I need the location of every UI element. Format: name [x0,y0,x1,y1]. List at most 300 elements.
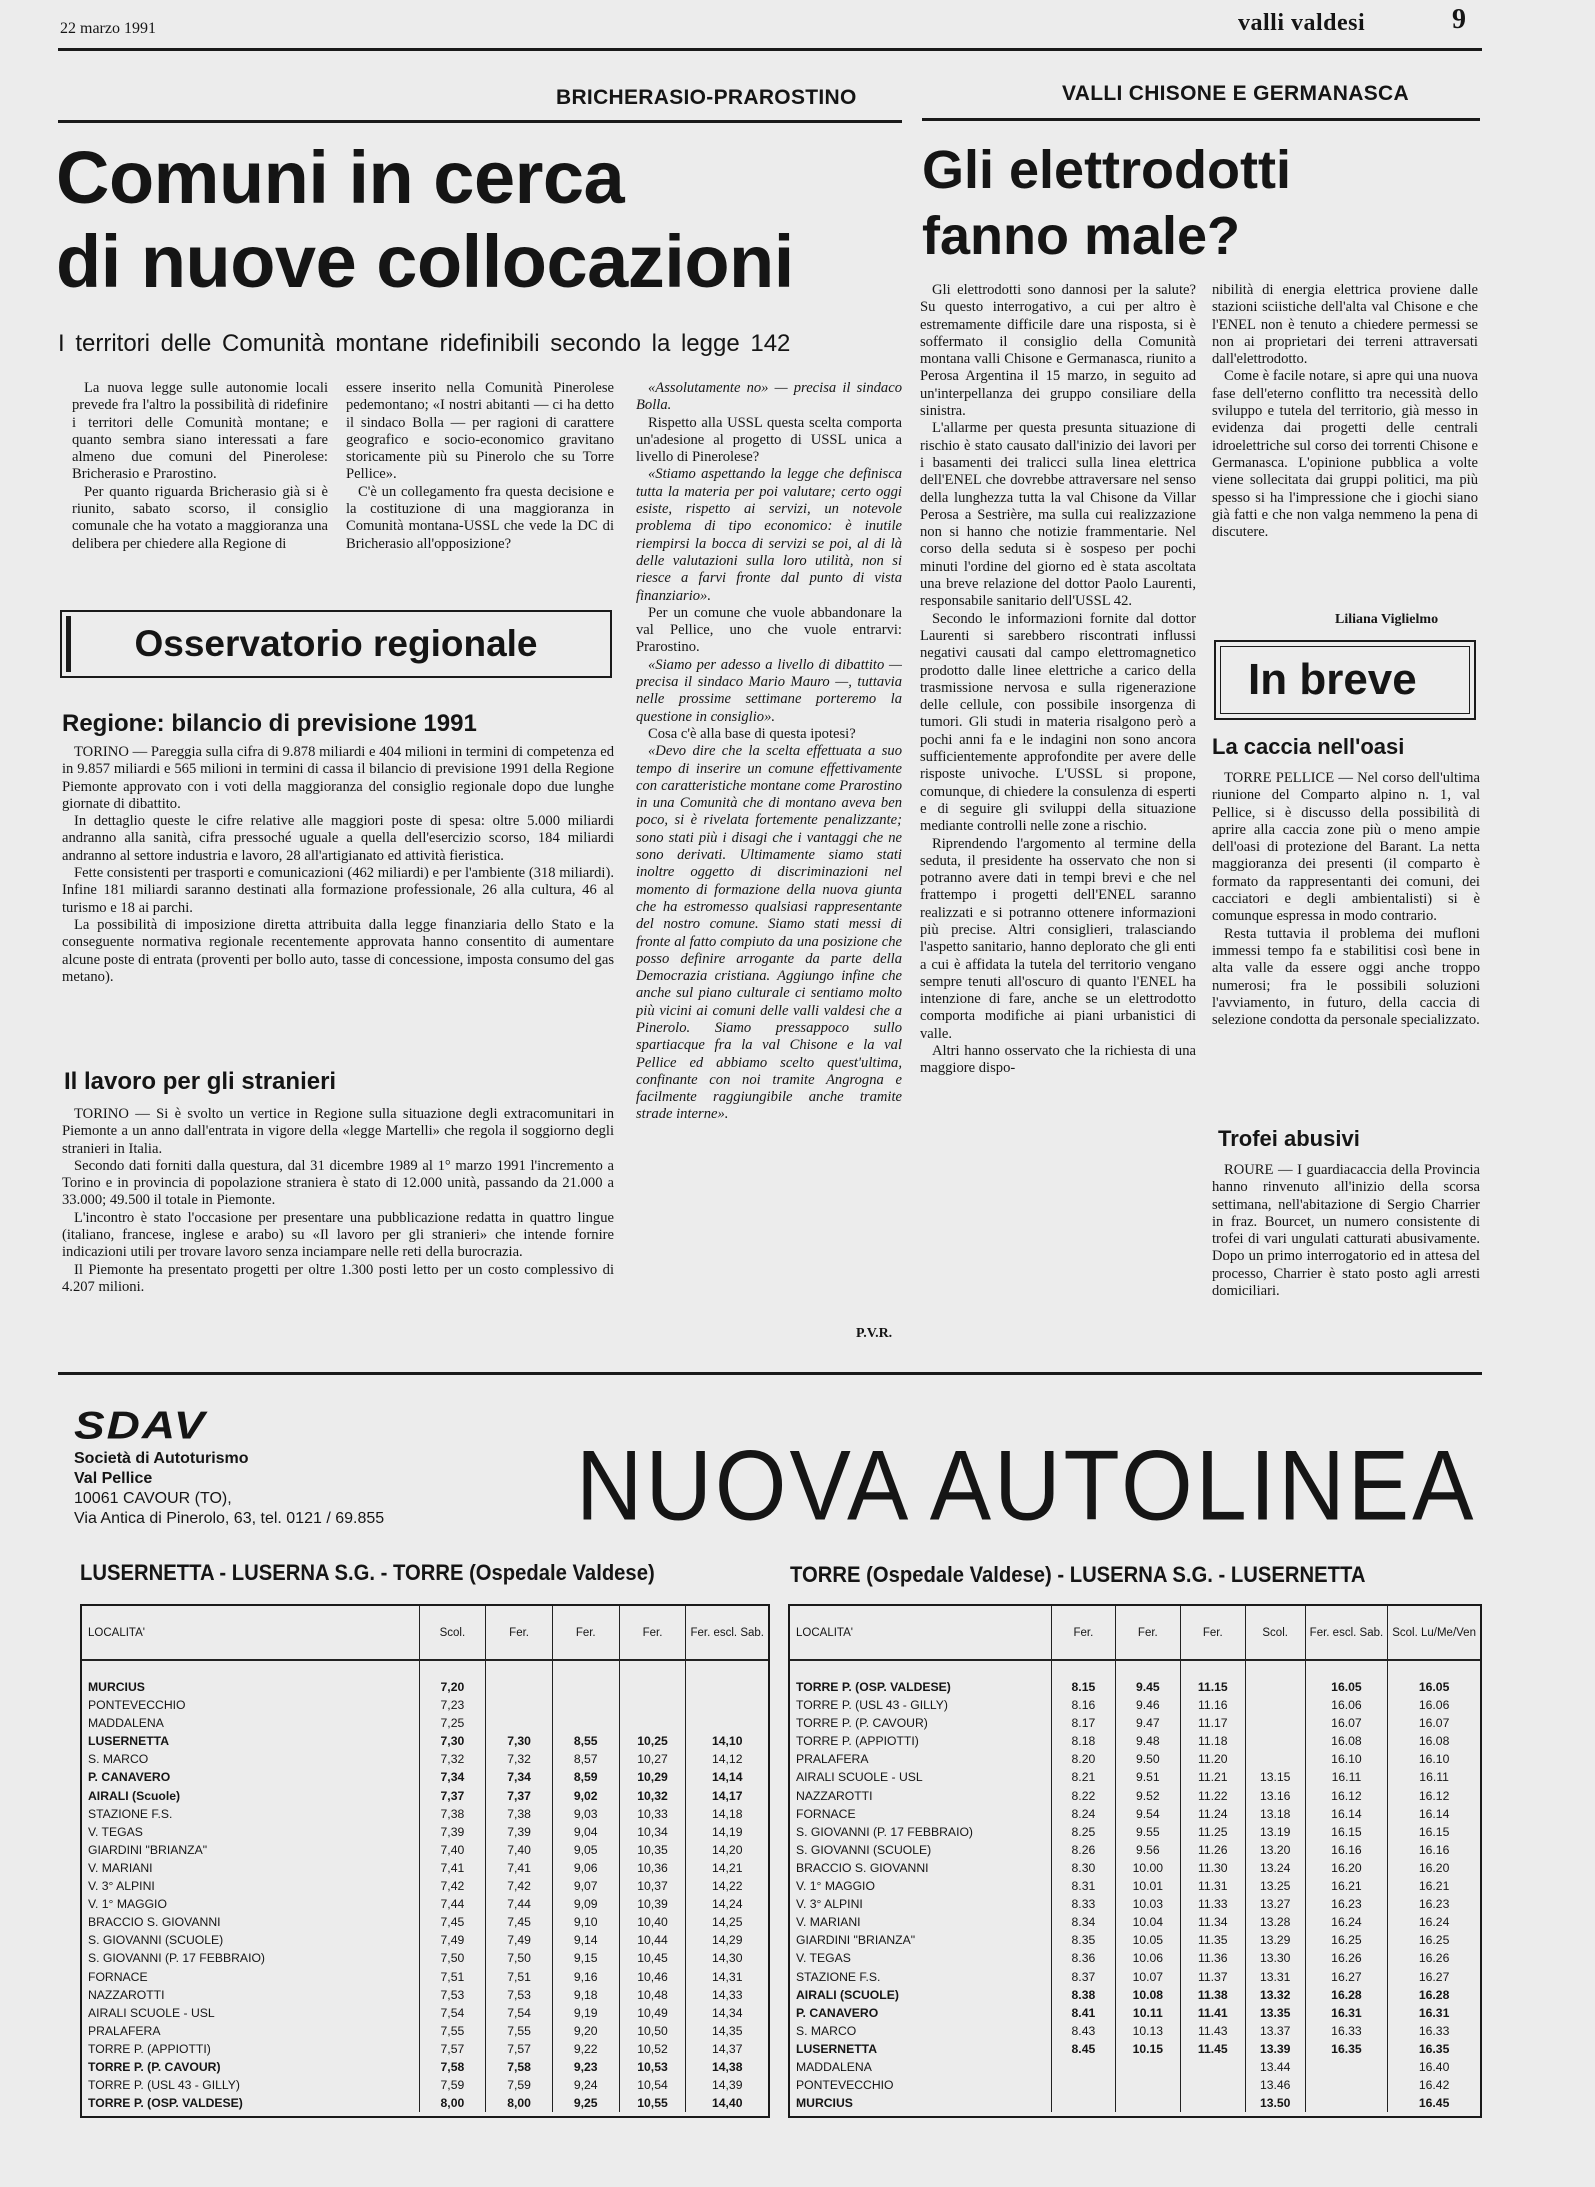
time-cell: 11.26 [1180,1841,1245,1859]
time-cell: 8.35 [1051,1931,1115,1949]
time-cell: 14,30 [686,1949,768,1967]
time-cell: 8.33 [1051,1895,1115,1913]
paragraph: Secondo le informazioni fornite dal dottor Laurenti si sarebbero riscontrati influssi negativi causati dal campo elettromagnetico prodotto dalle linee elettriche a carico della trasmissione nervosa e sulla rigenerazione delle cellule, con possibile insorgenza di tumori. Gli studi in materia risalgono però a pochi anni fa e le indagini non sono ancora sufficientemente approfondite per avere delle risposte univoche. L'USSL si propone, comunque, di chiedere la consulenza di esperti e di seguire gli sviluppi della situazione mediante controlli nelle zone a rischio. [920,610,1196,835]
time-cell: 9,18 [552,1986,619,2004]
time-cell: 9,15 [552,1949,619,1967]
time-cell: 7,59 [419,2076,486,2094]
time-cell: 16.07 [1305,1714,1388,1732]
time-cell: 9,05 [552,1841,619,1859]
article-comuni-col3 [636,380,902,1320]
time-cell: 16.31 [1388,2004,1480,2022]
time-cell: 10.00 [1115,1859,1180,1877]
time-cell: 14,18 [686,1805,768,1823]
time-cell: 7,37 [419,1787,486,1805]
table-row [82,1714,768,1732]
time-cell: 8.20 [1051,1750,1115,1768]
time-cell: 9.55 [1115,1823,1180,1841]
time-cell: 16.20 [1388,1859,1480,1877]
company-address-2: Via Antica di Pinerolo, 63, tel. 0121 / 69.855 [74,1510,385,1527]
spacer-cell [486,1660,553,1678]
time-cell: 11.16 [1180,1696,1245,1714]
time-cell: 10,49 [619,2004,686,2022]
time-cell [1305,2058,1388,2076]
stop-name-cell: AIRALI (Scuole) [88,1788,181,1803]
table-row [790,1841,1480,1859]
time-cell: 9,23 [552,2058,619,2076]
time-cell: 9.52 [1115,1787,1180,1805]
table-row [82,2004,768,2022]
time-cell: 16.16 [1388,1841,1480,1859]
time-cell: 9,14 [552,1931,619,1949]
time-cell: 16.06 [1305,1696,1388,1714]
table-row [82,1986,768,2004]
time-cell: 8.30 [1051,1859,1115,1877]
time-cell: 16.16 [1305,1841,1388,1859]
stop-name-cell: PRALAFERA [796,1752,869,1767]
time-cell: 10,46 [619,1968,686,1986]
stop-name-cell: GIARDINI "BRIANZA" [796,1933,916,1948]
time-cell: 7,50 [486,1949,553,1967]
time-cell: 11.33 [1180,1895,1245,1913]
time-cell: 13.19 [1245,1823,1305,1841]
time-cell: 16.05 [1305,1678,1388,1696]
table-row [82,1696,768,1714]
time-cell: 7,54 [419,2004,486,2022]
time-cell: 7,59 [486,2076,553,2094]
time-cell: 11.31 [1180,1877,1245,1895]
time-cell: 7,41 [486,1859,553,1877]
timetable-right-header-cell: LOCALITA' [790,1606,1051,1660]
lavoro-article [62,1106,614,1344]
time-cell: 7,34 [419,1768,486,1786]
time-cell: 9.56 [1115,1841,1180,1859]
time-cell: 7,38 [486,1805,553,1823]
time-cell: 16.23 [1388,1895,1480,1913]
time-cell: 16.28 [1388,1986,1480,2004]
stop-name-cell: BRACCIO S. GIOVANNI [796,1860,929,1875]
time-cell: 11.30 [1180,1859,1245,1877]
time-cell: 7,44 [486,1895,553,1913]
time-cell: 16.28 [1305,1986,1388,2004]
time-cell: 7,40 [419,1841,486,1859]
timetable-right-spacer-row [790,1660,1480,1678]
time-cell: 16.25 [1305,1931,1388,1949]
time-cell [1245,1732,1305,1750]
osservatorio-title: Osservatorio regionale [134,623,538,664]
table-row [82,1968,768,1986]
time-cell: 9,09 [552,1895,619,1913]
time-cell: 7,45 [419,1913,486,1931]
time-cell: 16.14 [1305,1805,1388,1823]
time-cell: 9,20 [552,2022,619,2040]
time-cell: 8.15 [1051,1678,1115,1696]
time-cell: 9,19 [552,2004,619,2022]
table-row [790,1823,1480,1841]
table-row [82,1678,768,1696]
stop-name-cell: TORRE P. (USL 43 - GILLY) [88,2078,240,2093]
time-cell: 11.37 [1180,1968,1245,1986]
paragraph: In dettaglio queste le cifre relative alle maggiori poste di spesa: oltre 5.000 miliardi andranno alla sanità, cifra pressoché uguale a quella dell'esercizio scorso, 184 miliardi andranno al settore industria e lavoro, 28 all'artigianato ed attività fieristica. [62,813,614,864]
stop-name-cell: V. 3° ALPINI [88,1879,155,1894]
time-cell: 7,37 [486,1787,553,1805]
time-cell: 8.18 [1051,1732,1115,1750]
table-row [790,1895,1480,1913]
time-cell: 13.28 [1245,1913,1305,1931]
issue-date: 22 marzo 1991 [60,20,156,37]
time-cell: 16.11 [1305,1768,1388,1786]
time-cell [486,1678,553,1696]
company-address-1: 10061 CAVOUR (TO), [74,1490,232,1507]
article-elettrodotti-col2 [1212,282,1478,612]
time-cell: 10.11 [1115,2004,1180,2022]
headline-left-line2: di nuove collocazioni [56,220,794,303]
spacer-cell [1180,1660,1245,1678]
time-cell: 10.05 [1115,1931,1180,1949]
time-cell: 11.17 [1180,1714,1245,1732]
time-cell: 16.40 [1388,2058,1480,2076]
time-cell: 8.38 [1051,1986,1115,2004]
time-cell: 7,32 [419,1750,486,1768]
time-cell: 9,10 [552,1913,619,1931]
time-cell: 7,49 [486,1931,553,1949]
table-row [790,1768,1480,1786]
spacer-cell [1115,1660,1180,1678]
time-cell [619,1678,686,1696]
timetable-left-header-cell: LOCALITA' [82,1606,419,1660]
time-cell [1180,2076,1245,2094]
time-cell: 9.47 [1115,1714,1180,1732]
time-cell: 13.27 [1245,1895,1305,1913]
timetable-right-header-cell: Fer. [1115,1606,1180,1660]
time-cell: 7,38 [419,1805,486,1823]
time-cell: 11.34 [1180,1913,1245,1931]
time-cell: 16.21 [1305,1877,1388,1895]
paragraph: «Devo dire che la scelta effettuata a suo tempo di inserire un comune effettivamente con caratteristiche montane come Prarostino in una Comunità che di montano aveva ben poco, si è rivelata fortemente penalizzante; sono stati più i disagi che i vantaggi che ne sono derivati. Ultimamente siamo stati inoltre oggetto di discriminazioni nel momento di formazione della nuova giunta che ha estromesso qualsiasi rappresentante del nostro comune. Siamo stati messi di fronte al fatto compiuto da una posizione che posso definire arrogante da parte della Democrazia cristiana. Aggiungo infine che anche sul piano culturale ci sentiamo molto più vicini ai comuni delle valli valdesi che a Pinerolo. Siamo pressappoco sullo spartiacque fra la val Chisone e la val Pellice ed abbiamo scelto quest'ultima, confinante con noi tramite Angrogna e facilmente raggiungibile anche tramite strade interne». [636,743,902,1123]
time-cell: 13.25 [1245,1877,1305,1895]
stop-name-cell: AIRALI SCUOLE - USL [796,1770,923,1785]
stop-name-cell: LUSERNETTA [88,1734,170,1749]
table-row [790,2004,1480,2022]
time-cell: 9,03 [552,1805,619,1823]
table-row [82,1949,768,1967]
time-cell: 16.31 [1305,2004,1388,2022]
time-cell: 10,34 [619,1823,686,1841]
stop-name-cell: GIARDINI "BRIANZA" [88,1842,208,1857]
table-row [82,1913,768,1931]
time-cell: 13.50 [1245,2094,1305,2112]
bilancio-headline: Regione: bilancio di previsione 1991 [62,710,477,737]
time-cell: 14,31 [686,1968,768,1986]
timetable-right-header-cell: Scol. Lu/Me/Ven [1388,1606,1480,1660]
time-cell: 9.50 [1115,1750,1180,1768]
time-cell: 10,48 [619,1986,686,2004]
time-cell: 8.41 [1051,2004,1115,2022]
time-cell: 16.15 [1388,1823,1480,1841]
time-cell: 13.30 [1245,1949,1305,1967]
stop-name-cell: BRACCIO S. GIOVANNI [88,1915,221,1930]
spacer-cell [552,1660,619,1678]
article-comuni-col2 [346,380,614,590]
paragraph: La possibilità di imposizione diretta attribuita dalla legge finanziaria dello Stato e la conseguente normativa regionale recentemente approvata hanno consentito di aumentare alcune poste di entrata (proventi per bollo auto, tasse di concessione, imposta consumo del gas metano). [62,916,614,985]
stop-name-cell: V. MARIANI [88,1860,153,1875]
stop-name-cell: V. 3° ALPINI [796,1897,863,1912]
time-cell: 8.45 [1051,2040,1115,2058]
time-cell: 13.16 [1245,1787,1305,1805]
stop-name-cell: V. 1° MAGGIO [796,1879,875,1894]
time-cell: 10,32 [619,1787,686,1805]
table-row [790,1949,1480,1967]
stop-name-cell: V. TEGAS [88,1824,143,1839]
time-cell: 9,07 [552,1877,619,1895]
spacer-cell [790,1660,1051,1678]
time-cell: 13.46 [1245,2076,1305,2094]
time-cell: 16.15 [1305,1823,1388,1841]
stop-name-cell: TORRE P. (OSP. VALDESE) [796,1680,951,1694]
time-cell: 8.43 [1051,2022,1115,2040]
time-cell [686,1696,768,1714]
timetable-right-header-cell: Fer. [1051,1606,1115,1660]
spacer-cell [82,1660,419,1678]
time-cell: 14,24 [686,1895,768,1913]
timetable-left-header-cell: Fer. [619,1606,686,1660]
timetable-left-header-cell: Fer. escl. Sab. [686,1606,768,1660]
time-cell: 7,39 [486,1823,553,1841]
time-cell: 14,10 [686,1732,768,1750]
time-cell: 7,58 [486,2058,553,2076]
time-cell: 13.18 [1245,1805,1305,1823]
time-cell: 10.13 [1115,2022,1180,2040]
time-cell: 7,57 [419,2040,486,2058]
time-cell: 10,37 [619,1877,686,1895]
time-cell: 10,33 [619,1805,686,1823]
table-row [82,1768,768,1786]
time-cell: 10.06 [1115,1949,1180,1967]
signature-viglielmo: Liliana Viglielmo [1335,612,1439,627]
time-cell: 10.07 [1115,1968,1180,1986]
stop-name-cell: AIRALI (SCUOLE) [796,1987,899,2002]
time-cell: 10.03 [1115,1895,1180,1913]
time-cell [1180,2094,1245,2112]
time-cell: 7,54 [486,2004,553,2022]
timetable-right [790,1606,1480,2112]
bilancio-article [62,744,614,1058]
stop-name-cell: NAZZAROTTI [796,1788,873,1803]
time-cell: 10,52 [619,2040,686,2058]
paragraph: L'allarme per questa presunta situazione di rischio è stato causato dall'inizio dei lavori per i basamenti dei tralicci sulla linea elettrica dell'ENEL che dovrebbe attraversare nel senso della lunghezza tutta la val Chisone da Villar Perosa a Sestrière, ma sulla cui realizzazione non si hanno che notizie frammentarie. Nel corso della seduta si è sospeso per pochi minuti l'ordine del giorno ed è stata ascoltata una breve relazione del dottor Paolo Laurenti, responsabile sanitario dell'USSL 42. [920,420,1196,610]
time-cell: 10,55 [619,2094,686,2112]
time-cell [1051,2094,1115,2112]
time-cell: 10,29 [619,1768,686,1786]
time-cell [486,1714,553,1732]
paragraph: Il Piemonte ha presentato progetti per oltre 1.300 posti letto per un costo complessivo di 4.207 milioni. [62,1261,614,1295]
time-cell: 11.38 [1180,1986,1245,2004]
time-cell: 8.37 [1051,1968,1115,1986]
time-cell: 8,00 [486,2094,553,2112]
time-cell: 7,30 [486,1732,553,1750]
timetable-left-header-cell: Scol. [419,1606,486,1660]
trofei-headline: Trofei abusivi [1218,1126,1360,1151]
time-cell: 10,27 [619,1750,686,1768]
time-cell: 14,35 [686,2022,768,2040]
table-row [790,1750,1480,1768]
timetable-left-header-cell: Fer. [552,1606,619,1660]
time-cell: 7,57 [486,2040,553,2058]
time-cell [552,1678,619,1696]
time-cell: 9,24 [552,2076,619,2094]
table-row [82,1805,768,1823]
time-cell: 9,22 [552,2040,619,2058]
headline-left-line1: Comuni in cerca [56,136,625,219]
time-cell [686,1714,768,1732]
spacer-cell [619,1660,686,1678]
time-cell [1245,1678,1305,1696]
time-cell: 7,51 [419,1968,486,1986]
paragraph: Gli elettrodotti sono dannosi per la salute? Su questo interrogativo, a cui per altro è estremamente difficile dare una risposta, si è soffermato il consiglio della Comunità montana valli Chisone e Germanasca, riunito a Perosa Argentina il 15 marzo, in seguito ad un'interpellanza dei gruppo consiliare della sinistra. [920,282,1196,420]
time-cell [619,1714,686,1732]
stop-name-cell: S. MARCO [796,2023,857,2038]
time-cell: 16.10 [1388,1750,1480,1768]
time-cell: 8,57 [552,1750,619,1768]
time-cell: 8.24 [1051,1805,1115,1823]
paragraph: «Stiamo aspettando la legge che definisca tutta la materia per poi valutare; certo oggi esiste, rispetto ai servizi, un notevole problema di tipo economico: è inutile riempirsi la bocca di servizi se poi, al di là delle valutazioni sulla loro utilità, non si riesce a farvi fronte dal punto di vista finanziario». [636,466,902,604]
paragraph: essere inserito nella Comunità Pinerolese pedemontano; «I nostri abitanti — ci ha detto il sindaco Bolla — per ragioni di carattere geografico e socio-economico gravitano storicamente più su Pinerolo che su Torre Pellice». [346,380,614,483]
time-cell: 8,59 [552,1768,619,1786]
time-cell: 14,29 [686,1931,768,1949]
time-cell: 11.21 [1180,1768,1245,1786]
time-cell [619,1696,686,1714]
stop-name-cell: MURCIUS [88,1680,145,1694]
stop-name-cell: STAZIONE F.S. [796,1969,881,1984]
paragraph: Fette consistenti per trasporti e comunicazioni (462 miliardi) e per l'ambiente (318 miliardi). Infine 181 miliardi saranno destinati alla formazione professionale, 26 alla cultura, 46 al turismo e 18 ai parchi. [62,865,614,916]
table-row [790,2094,1480,2112]
time-cell: 7,44 [419,1895,486,1913]
stop-name-cell: P. CANAVERO [88,1770,171,1785]
section-left-label: BRICHERASIO-PRAROSTINO [556,86,857,109]
time-cell: 10.01 [1115,1877,1180,1895]
headline-right-line2: fanno male? [922,206,1241,266]
time-cell: 7,32 [486,1750,553,1768]
company-name-1: Società di Autoturismo [74,1450,249,1467]
stop-name-cell: S. GIOVANNI (SCUOLE) [88,1933,224,1948]
time-cell [486,1696,553,1714]
subhead-left: I territori delle Comunità montane ridefinibili secondo la legge 142 [58,330,791,357]
table-row [82,1895,768,1913]
paragraph: Come è facile notare, si apre qui una nuova fase dell'eterno conflitto tra necessità dello sviluppo e tutela del territorio, già messo in evidenza dai progetti delle centrali idroelettriche sul corso dei torrenti Chisone e Germanasca. L'opinione pubblica a volte viene sollecitata dai gruppi politici, ma più spesso si ha l'impressione che i giochi siano già fatti e che non valga nemmeno la pena di discutere. [1212,368,1478,541]
time-cell: 8.21 [1051,1768,1115,1786]
stop-name-cell: LUSERNETTA [796,2041,878,2056]
timetable-left-header-row [82,1606,768,1660]
time-cell: 16.10 [1305,1750,1388,1768]
time-cell: 13.35 [1245,2004,1305,2022]
time-cell: 7,42 [419,1877,486,1895]
timetable-right-header-row [790,1606,1480,1660]
time-cell: 16.06 [1388,1696,1480,1714]
time-cell: 14,40 [686,2094,768,2112]
ad-headline: NUOVA AUTOLINEA [576,1430,1477,1542]
spacer-cell [1305,1660,1388,1678]
stop-name-cell: TORRE P. (USL 43 - GILLY) [796,1698,948,1713]
table-row [82,2094,768,2112]
time-cell: 7,42 [486,1877,553,1895]
time-cell: 14,33 [686,1986,768,2004]
time-cell: 8.36 [1051,1949,1115,1967]
table-row [790,1696,1480,1714]
stop-name-cell: P. CANAVERO [796,2005,879,2020]
time-cell: 10.15 [1115,2040,1180,2058]
time-cell: 11.45 [1180,2040,1245,2058]
time-cell: 7,20 [419,1678,486,1696]
time-cell: 13.32 [1245,1986,1305,2004]
table-row [790,1931,1480,1949]
time-cell: 11.36 [1180,1949,1245,1967]
article-elettrodotti-col1 [920,282,1196,1348]
time-cell: 8.22 [1051,1787,1115,1805]
stop-name-cell: V. MARIANI [796,1915,861,1930]
time-cell: 7,51 [486,1968,553,1986]
table-row [790,1913,1480,1931]
stop-name-cell: PONTEVECCHIO [88,1698,186,1713]
time-cell: 7,39 [419,1823,486,1841]
table-row [790,1968,1480,1986]
time-cell: 8.17 [1051,1714,1115,1732]
time-cell: 14,34 [686,2004,768,2022]
time-cell: 16.08 [1305,1732,1388,1750]
stop-name-cell: TORRE P. (APPIOTTI) [796,1734,919,1749]
table-row [82,2076,768,2094]
time-cell: 9,16 [552,1968,619,1986]
time-cell: 16.14 [1388,1805,1480,1823]
masthead-rule [58,48,1482,51]
time-cell: 16.25 [1388,1931,1480,1949]
time-cell: 16.33 [1388,2022,1480,2040]
newspaper-name: valli valdesi [1238,10,1366,36]
time-cell: 7,49 [419,1931,486,1949]
time-cell: 7,34 [486,1768,553,1786]
time-cell: 11.43 [1180,2022,1245,2040]
paragraph: Resta tuttavia il problema dei mufloni immessi tempo fa e stabilitisi così bene in alta valle da essere oggi anche troppo numerosi; fra le possibili soluzioni l'avviamento, in futuro, della caccia di selezione condotta da personale specializzato. [1212,925,1480,1029]
stop-name-cell: TORRE P. (OSP. VALDESE) [88,2096,243,2111]
route-left-title: LUSERNETTA - LUSERNA S.G. - TORRE (Ospedale Valdese) [80,1560,655,1585]
stop-name-cell: S. GIOVANNI (P. 17 FEBBRAIO) [796,1824,973,1839]
table-row [790,1877,1480,1895]
time-cell: 16.05 [1388,1678,1480,1696]
time-cell: 9.51 [1115,1768,1180,1786]
stop-name-cell: S. GIOVANNI (P. 17 FEBBRAIO) [88,1951,265,1966]
time-cell [552,1696,619,1714]
time-cell: 16.24 [1388,1913,1480,1931]
time-cell: 11.41 [1180,2004,1245,2022]
stop-name-cell: PRALAFERA [88,2023,161,2038]
time-cell: 7,30 [419,1732,486,1750]
time-cell: 14,39 [686,2076,768,2094]
timetable-left-header-cell: Fer. [486,1606,553,1660]
table-row [790,1859,1480,1877]
time-cell: 10,35 [619,1841,686,1859]
time-cell: 7,53 [486,1986,553,2004]
time-cell [1245,1696,1305,1714]
time-cell: 14,12 [686,1750,768,1768]
paragraph: TORINO — Si è svolto un vertice in Regione sulla situazione degli extracomunitari in Piemonte a un anno dall'entrata in vigore della «legge Martelli» che regola il soggiorno degli stranieri in Italia. [62,1106,614,1157]
stop-name-cell: TORRE P. (P. CAVOUR) [88,2059,221,2074]
time-cell: 16.26 [1388,1949,1480,1967]
table-row [790,1805,1480,1823]
table-row [790,1732,1480,1750]
table-row [790,1714,1480,1732]
table-row [82,1931,768,1949]
paragraph: Rispetto alla USSL questa scelta comporta un'adesione al progetto di USSL unica a livello di Pinerolese? [636,414,902,466]
time-cell: 9,06 [552,1859,619,1877]
time-cell [1051,2076,1115,2094]
